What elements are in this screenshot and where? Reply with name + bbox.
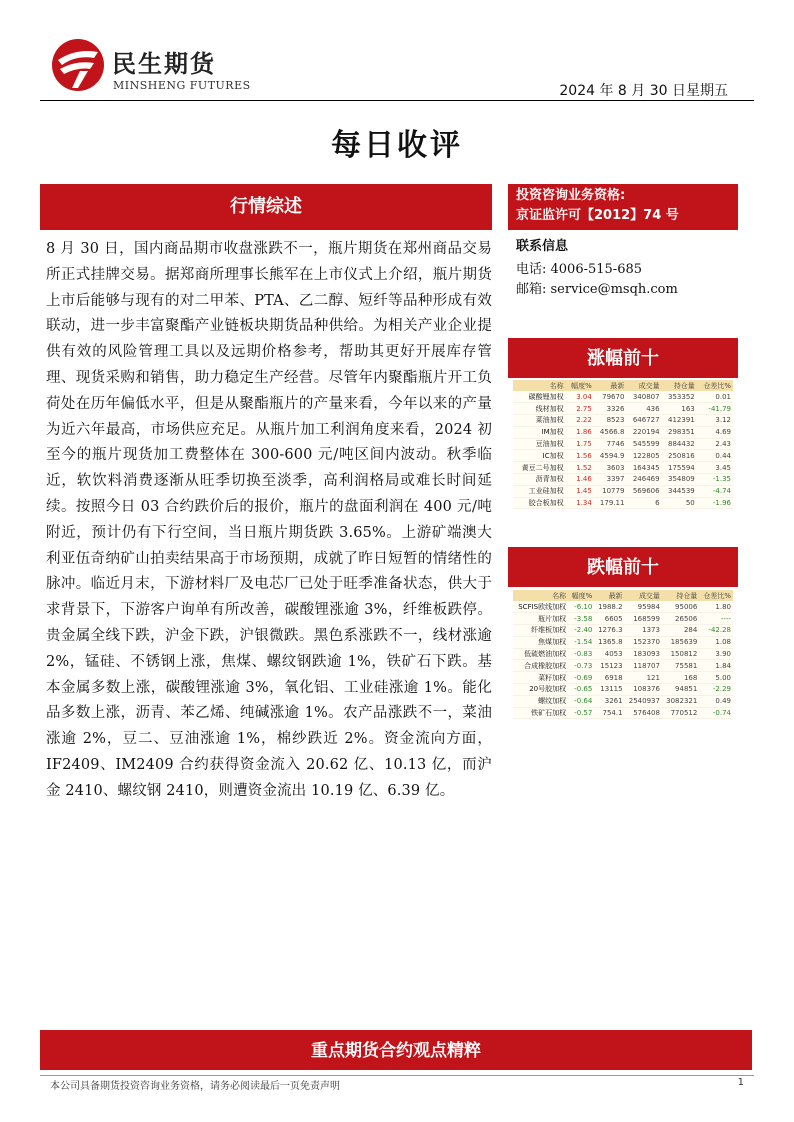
table-cell: -2.40 bbox=[568, 625, 594, 637]
table-cell: 3603 bbox=[594, 462, 627, 474]
table-cell: 4566.8 bbox=[594, 426, 627, 438]
table-cell: 50 bbox=[662, 497, 697, 509]
table-cell: 298351 bbox=[662, 426, 697, 438]
page-title: 每日收评 bbox=[331, 128, 463, 163]
table-cell: -0.83 bbox=[568, 648, 594, 660]
table-cell: 1.46 bbox=[566, 474, 594, 486]
table-cell: 2540937 bbox=[625, 695, 662, 707]
table-cell: 576408 bbox=[625, 707, 662, 719]
table-cell: 0.44 bbox=[697, 450, 733, 462]
contract-name-cell: 铁矿石加权 bbox=[513, 707, 568, 719]
table-header-row bbox=[513, 380, 733, 391]
table-cell: 95006 bbox=[662, 601, 699, 613]
table-cell: 246469 bbox=[626, 474, 661, 486]
table-cell: 163 bbox=[662, 403, 697, 415]
table-cell: 1988.2 bbox=[594, 601, 624, 613]
contract-name-cell: 碳酸锂加权 bbox=[513, 391, 566, 403]
table-cell: 118707 bbox=[625, 660, 662, 672]
contract-name-cell: 低硫燃油加权 bbox=[513, 648, 568, 660]
column-header: 成交量 bbox=[626, 380, 661, 391]
footer-divider bbox=[40, 1075, 754, 1076]
column-header: 仓差比% bbox=[699, 590, 733, 601]
contract-name-cell: IM加权 bbox=[513, 426, 566, 438]
contract-name-cell: 菜籽加权 bbox=[513, 672, 568, 684]
table-row bbox=[513, 485, 733, 497]
contract-name-cell: 瓶片加权 bbox=[513, 613, 568, 625]
table-cell: 340807 bbox=[626, 391, 661, 403]
qualification-box bbox=[508, 184, 738, 230]
contract-name-cell: 黄豆二号加权 bbox=[513, 462, 566, 474]
table-cell: -6.10 bbox=[568, 601, 594, 613]
top-gainers-heading: 涨幅前十 bbox=[508, 338, 738, 378]
table-cell: 4594.9 bbox=[594, 450, 627, 462]
table-row bbox=[513, 474, 733, 486]
table-cell: 164345 bbox=[626, 462, 661, 474]
table-cell: 284 bbox=[662, 625, 699, 637]
table-row bbox=[513, 695, 733, 707]
column-header: 最新 bbox=[594, 380, 627, 391]
table-cell: 3397 bbox=[594, 474, 627, 486]
table-cell: 354809 bbox=[662, 474, 697, 486]
table-cell: -3.58 bbox=[568, 613, 594, 625]
summary-body: 8 月 30 日，国内商品期市收盘涨跌不一，瓶片期货在郑州商品交易所正式挂牌交易。据郑商所理事长熊军在上市仪式上介绍，瓶片期货上市后能够与现有的对二甲苯、PTA、乙二醇、短纤等品种形成有效联动，进一步丰富聚酯产业链板块期货品种供给。为相关产业企业提供有效的风险管理工具以及远期价格参考，帮助其更好开展库存管理、现货采购和销售，助力稳定生产经营。尽管年内聚酯瓶片开工负荷处在历年偏低水平，但是从聚酯瓶片的产量来看，今年以来的产量为近六年最高，市场供应充足。从瓶片加工利润角度来看，2024 初至今的瓶片现货加工费整体在 300-600 元/吨区间内波动。秋季临近，软饮料消费逐渐从旺季切换至淡季，高利润格局或难长时间延续。按照今日 03 合约跌价后的报价，瓶片的盘面利润在 400 元/吨附近，预计仍有下行空间，当日瓶片期货跌 3.65%。上游矿端澳大利亚伍奇纳矿山拍卖结果高于市场预期，成就了昨日短暂的情绪性的脉冲。临近月末，下游材料厂及电芯厂已处于旺季准备状态，供大于求背景下，下游客户询单有所改善，碳酸锂涨逾 3%，纤维板跌停。贵金属全线下跌，沪金下跌，沪银微跌。黑色系涨跌不一，线材涨逾 2%，锰硅、不锈钢上涨，焦煤、螺纹钢跌逾 1%，铁矿石下跌。基本金属多数上涨，碳酸锂涨逾 3%，氧化铝、工业硅涨逾 1%。能化品多数上涨，沥青、苯乙烯、纯碱涨逾 1%。农产品涨跌不一，菜油涨逾 2%，豆二、豆油涨逾 1%，棉纱跌近 2%。资金流向方面，IF2409、IM2409 合约获得资金流入 20.62 亿、10.13 亿，而沪金 2410、螺纹钢 2410，则遭资金流出 10.19 亿、6.39 亿。 bbox=[46, 241, 492, 799]
table-row bbox=[513, 672, 733, 684]
contract-name-cell: 线材加权 bbox=[513, 403, 566, 415]
table-cell: 179.11 bbox=[594, 497, 627, 509]
table-cell: 884432 bbox=[662, 438, 697, 450]
table-cell: 6918 bbox=[594, 672, 624, 684]
table-cell: 3261 bbox=[594, 695, 624, 707]
table-cell: 770512 bbox=[662, 707, 699, 719]
column-header: 持仓量 bbox=[662, 380, 697, 391]
column-header: 持仓量 bbox=[662, 590, 699, 601]
table-cell: -0.64 bbox=[568, 695, 594, 707]
table-cell: 754.1 bbox=[594, 707, 624, 719]
table-row bbox=[513, 601, 733, 613]
table-cell: 1.86 bbox=[566, 426, 594, 438]
table-cell: 6 bbox=[626, 497, 661, 509]
key-points-heading: 重点期货合约观点精粹 bbox=[40, 1030, 752, 1070]
table-cell: 168599 bbox=[625, 613, 662, 625]
table-cell: 6605 bbox=[594, 613, 624, 625]
table-cell: 0.49 bbox=[699, 695, 733, 707]
contract-name-cell: 纤维板加权 bbox=[513, 625, 568, 637]
table-cell: -0.74 bbox=[699, 707, 733, 719]
table-cell: 79670 bbox=[594, 391, 627, 403]
column-header: 幅度% bbox=[566, 380, 594, 391]
contract-name-cell: SCFIS欧线加权 bbox=[513, 601, 568, 613]
minsheng-logo-icon bbox=[50, 38, 106, 92]
table-row bbox=[513, 636, 733, 648]
table-row bbox=[513, 707, 733, 719]
table-row bbox=[513, 613, 733, 625]
contract-name-cell: 沥青加权 bbox=[513, 474, 566, 486]
table-cell: 1276.3 bbox=[594, 625, 624, 637]
page-number: 1 bbox=[737, 1077, 744, 1088]
table-cell: 15123 bbox=[594, 660, 624, 672]
table-cell: 0.01 bbox=[697, 391, 733, 403]
top-gainers-table bbox=[513, 380, 733, 509]
column-header: 仓差比% bbox=[697, 380, 733, 391]
table-cell: 250816 bbox=[662, 450, 697, 462]
table-cell: 75581 bbox=[662, 660, 699, 672]
contract-name-cell: IC加权 bbox=[513, 450, 566, 462]
brand-name-cn: 民生期货 bbox=[112, 50, 216, 78]
table-cell: 150812 bbox=[662, 648, 699, 660]
table-cell: 1.75 bbox=[566, 438, 594, 450]
brand-name-en: MINSHENG FUTURES bbox=[113, 79, 251, 92]
contact-email: 邮箱: service@msqh.com bbox=[516, 282, 678, 297]
report-date: 2024 年 8 月 30 日星期五 bbox=[559, 83, 728, 99]
table-cell: 94851 bbox=[662, 684, 699, 696]
contract-name-cell: 焦煤加权 bbox=[513, 636, 568, 648]
table-cell: 185639 bbox=[662, 636, 699, 648]
table-cell: 1.08 bbox=[699, 636, 733, 648]
table-cell: -0.65 bbox=[568, 684, 594, 696]
table-row bbox=[513, 497, 733, 509]
contact-heading: 联系信息 bbox=[516, 239, 569, 254]
footer-disclaimer: 本公司具备期货投资咨询业务资格，请务必阅读最后一页免责声明 bbox=[50, 1081, 340, 1092]
contract-name-cell: 20号胶加权 bbox=[513, 684, 568, 696]
table-row bbox=[513, 403, 733, 415]
column-header: 名称 bbox=[513, 590, 568, 601]
table-cell: 13115 bbox=[594, 684, 624, 696]
table-cell: 121 bbox=[625, 672, 662, 684]
table-row bbox=[513, 450, 733, 462]
table-row bbox=[513, 625, 733, 637]
table-cell: 152370 bbox=[625, 636, 662, 648]
table-cell: 1.84 bbox=[699, 660, 733, 672]
table-row bbox=[513, 438, 733, 450]
table-cell: 183093 bbox=[625, 648, 662, 660]
table-cell: 1373 bbox=[625, 625, 662, 637]
table-cell: 4.69 bbox=[697, 426, 733, 438]
top-losers-table bbox=[513, 590, 733, 719]
table-cell: 1.80 bbox=[699, 601, 733, 613]
table-cell: 3082321 bbox=[662, 695, 699, 707]
table-cell: 353352 bbox=[662, 391, 697, 403]
table-cell: 412391 bbox=[662, 415, 697, 427]
table-cell: 436 bbox=[626, 403, 661, 415]
table-cell: -0.69 bbox=[568, 672, 594, 684]
table-cell: -41.79 bbox=[697, 403, 733, 415]
table-cell: -42.28 bbox=[699, 625, 733, 637]
contract-name-cell: 合成橡胶加权 bbox=[513, 660, 568, 672]
summary-heading: 行情综述 bbox=[40, 184, 492, 230]
table-cell: 2.75 bbox=[566, 403, 594, 415]
table-cell: -1.54 bbox=[568, 636, 594, 648]
table-cell: 646727 bbox=[626, 415, 661, 427]
contract-name-cell: 螺纹加权 bbox=[513, 695, 568, 707]
table-cell: -0.73 bbox=[568, 660, 594, 672]
table-cell: ---- bbox=[699, 613, 733, 625]
table-cell: -1.96 bbox=[697, 497, 733, 509]
table-cell: 3326 bbox=[594, 403, 627, 415]
table-row bbox=[513, 391, 733, 403]
table-cell: 95984 bbox=[625, 601, 662, 613]
table-cell: 26506 bbox=[662, 613, 699, 625]
table-cell: 3.12 bbox=[697, 415, 733, 427]
table-row bbox=[513, 426, 733, 438]
table-row bbox=[513, 415, 733, 427]
table-row bbox=[513, 462, 733, 474]
table-cell: -2.29 bbox=[699, 684, 733, 696]
table-cell: 4053 bbox=[594, 648, 624, 660]
table-cell: 168 bbox=[662, 672, 699, 684]
table-row bbox=[513, 660, 733, 672]
table-cell: 8523 bbox=[594, 415, 627, 427]
table-cell: 1365.8 bbox=[594, 636, 624, 648]
contract-name-cell: 胶合板加权 bbox=[513, 497, 566, 509]
table-cell: 10779 bbox=[594, 485, 627, 497]
qualification-line-2: 京证监许可【2012】74 号 bbox=[516, 208, 679, 223]
table-row bbox=[513, 648, 733, 660]
table-header-row bbox=[513, 590, 733, 601]
table-cell: 1.45 bbox=[566, 485, 594, 497]
table-cell: -0.57 bbox=[568, 707, 594, 719]
contract-name-cell: 菜油加权 bbox=[513, 415, 566, 427]
table-cell: 220194 bbox=[626, 426, 661, 438]
table-cell: -1.35 bbox=[697, 474, 733, 486]
top-losers-heading: 跌幅前十 bbox=[508, 547, 738, 587]
table-cell: 1.34 bbox=[566, 497, 594, 509]
column-header: 最新 bbox=[594, 590, 624, 601]
table-cell: 2.22 bbox=[566, 415, 594, 427]
table-cell: 3.04 bbox=[566, 391, 594, 403]
header-divider bbox=[40, 100, 754, 101]
table-cell: 545599 bbox=[626, 438, 661, 450]
qualification-line-1: 投资咨询业务资格: bbox=[516, 188, 626, 203]
table-cell: 7746 bbox=[594, 438, 627, 450]
contact-phone: 电话: 4006-515-685 bbox=[516, 262, 643, 277]
table-cell: 1.56 bbox=[566, 450, 594, 462]
column-header: 名称 bbox=[513, 380, 566, 391]
table-cell: 569606 bbox=[626, 485, 661, 497]
table-cell: 2.43 bbox=[697, 438, 733, 450]
contract-name-cell: 工业硅加权 bbox=[513, 485, 566, 497]
column-header: 幅度% bbox=[568, 590, 594, 601]
contract-name-cell: 豆油加权 bbox=[513, 438, 566, 450]
table-cell: -4.74 bbox=[697, 485, 733, 497]
table-cell: 1.52 bbox=[566, 462, 594, 474]
table-cell: 175594 bbox=[662, 462, 697, 474]
table-cell: 5.00 bbox=[699, 672, 733, 684]
column-header: 成交量 bbox=[625, 590, 662, 601]
table-cell: 122805 bbox=[626, 450, 661, 462]
table-cell: 344539 bbox=[662, 485, 697, 497]
table-cell: 3.90 bbox=[699, 648, 733, 660]
table-cell: 3.45 bbox=[697, 462, 733, 474]
table-cell: 108376 bbox=[625, 684, 662, 696]
table-row bbox=[513, 684, 733, 696]
